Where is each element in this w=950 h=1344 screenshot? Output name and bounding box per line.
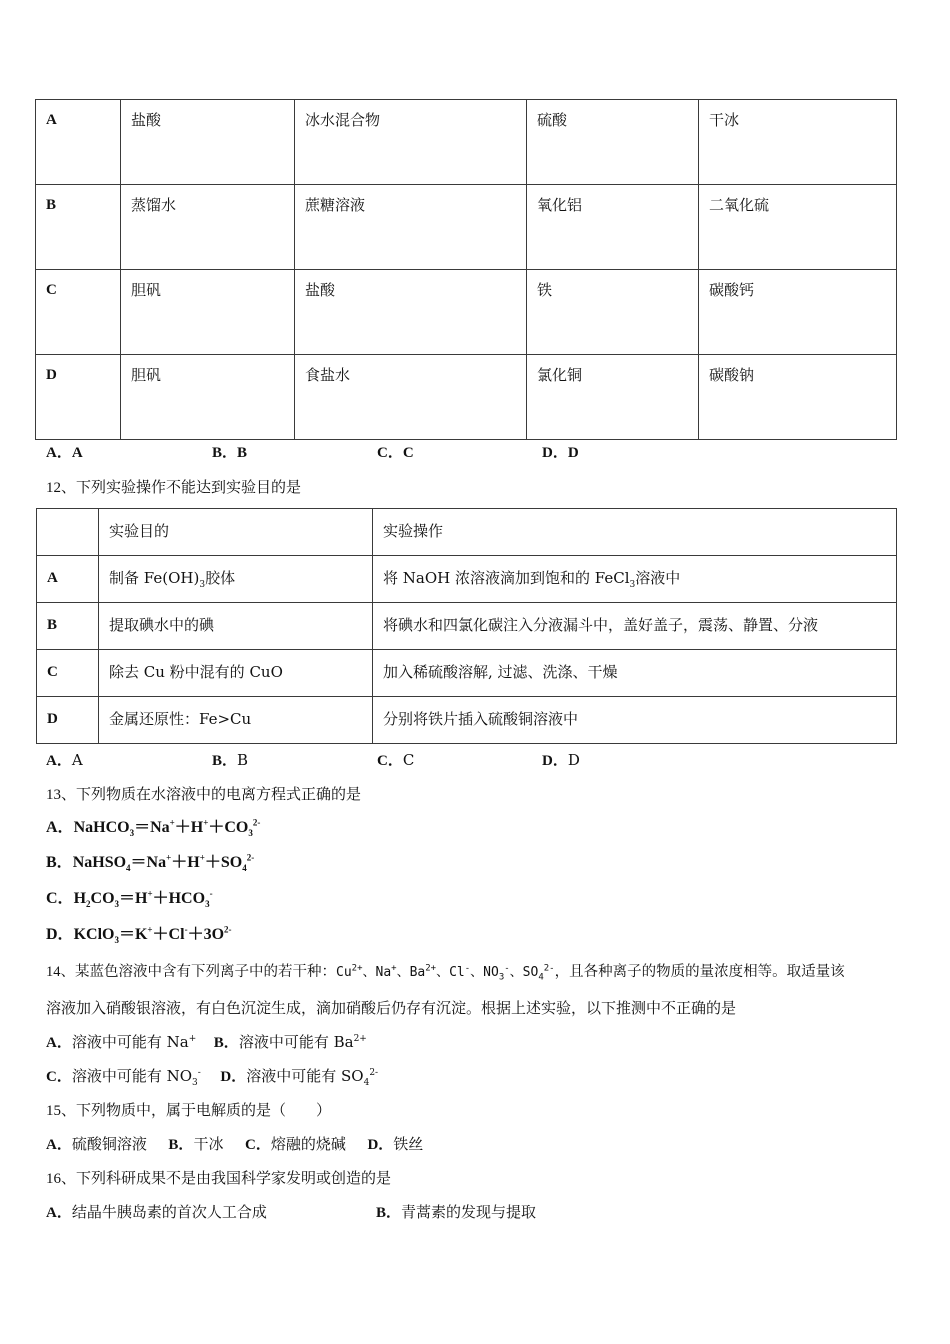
q11-table bbox=[35, 99, 897, 440]
question-number: 12 bbox=[46, 480, 61, 496]
table-cell: 盐酸 bbox=[305, 281, 336, 299]
q12-stem: 12、下列实验操作不能达到实验目的是 bbox=[46, 478, 302, 496]
table-header-row bbox=[37, 509, 897, 556]
question-number: 13 bbox=[46, 787, 61, 803]
q13-option-a[interactable]: A．$NaHCO_3=Na^++H^++CO_3^{2-}$ bbox=[46, 817, 261, 839]
table-cell: 干冰 bbox=[709, 111, 740, 129]
q13-option-d[interactable]: D．$KClO_3=K^++Cl^-+3O^{2-}$ bbox=[46, 924, 232, 946]
q14-options-row1 bbox=[46, 1032, 367, 1053]
table-cell: 碳酸钠 bbox=[709, 366, 755, 384]
purpose-cell: 提取碘水中的碘 bbox=[109, 616, 215, 634]
table-cell: 硫酸 bbox=[537, 111, 568, 129]
q12-option-c[interactable]: C．C bbox=[377, 751, 415, 769]
q12-option-b[interactable]: B．B bbox=[212, 751, 249, 769]
purpose-cell: 金属还原性：Fe>Cu bbox=[109, 710, 252, 728]
row-label: B bbox=[47, 617, 58, 633]
q15-stem: 15、下列物质中，属于电解质的是（ ） bbox=[46, 1101, 332, 1119]
table-cell: 蒸馏水 bbox=[131, 196, 177, 214]
ion-list: $Cu^{2+}$、Na+、$Ba^{2+}$、Cl-、$NO_3^-$、$SO_4^{2-}$ bbox=[336, 963, 555, 983]
q15-option-c[interactable]: C．熔融的烧碱 bbox=[245, 1135, 346, 1153]
question-number: 14 bbox=[46, 964, 61, 980]
row-label: B bbox=[46, 197, 57, 213]
table-cell: 氧化铝 bbox=[537, 196, 583, 214]
q13-stem: 13、下列物质在水溶液中的电离方程式正确的是 bbox=[46, 785, 362, 803]
q12-option-d[interactable]: D．D bbox=[542, 751, 580, 769]
q12-options bbox=[46, 750, 646, 770]
q12-table bbox=[36, 508, 897, 744]
q13-option-c[interactable]: C．$H_2CO_3=H^++HCO_3^-$ bbox=[46, 888, 213, 910]
table-cell: 盐酸 bbox=[131, 111, 162, 129]
table-cell: 二氧化硫 bbox=[709, 196, 770, 214]
table-cell: 铁 bbox=[537, 281, 553, 299]
row-label: C bbox=[46, 282, 57, 298]
q14-option-a[interactable]: A．溶液中可能有 Na+ bbox=[46, 1033, 197, 1051]
q11-option-c[interactable]: C．C bbox=[377, 445, 414, 461]
table-row bbox=[36, 355, 897, 440]
q11-options bbox=[46, 443, 646, 463]
table-row bbox=[36, 100, 897, 185]
question-number: 15 bbox=[46, 1103, 61, 1119]
operation-cell: 分别将铁片插入硫酸铜溶液中 bbox=[383, 710, 579, 728]
q15-option-d[interactable]: D．铁丝 bbox=[367, 1135, 424, 1153]
row-label: D bbox=[47, 711, 58, 727]
q15-option-a[interactable]: A．硫酸铜溶液 bbox=[46, 1135, 147, 1153]
q11-option-d[interactable]: D．D bbox=[542, 445, 579, 461]
q14-option-b[interactable]: B．溶液中可能有 $Ba^{2+}$ bbox=[213, 1033, 367, 1051]
q14-stem-line1: 14、某蓝色溶液中含有下列离子中的若干种：$Cu^{2+}$、Na+、$Ba^{2+}$、Cl-、$NO_3^-$、$SO_4^{2-}$，且各种离子的物质的量浓度相等。取适量该 bbox=[46, 963, 845, 983]
purpose-cell: 制备 $Fe(OH)_3$胶体 bbox=[109, 569, 236, 590]
operation-cell: 将 NaOH 浓溶液滴加到饱和的 FeCl$_3$溶液中 bbox=[383, 569, 681, 590]
q14-stem-line2: 溶液加入硝酸银溶液，有白色沉淀生成，滴加硝酸后仍存有沉淀。根据上述实验，以下推测中不正确的是 bbox=[46, 999, 737, 1017]
q14-option-d[interactable]: D．溶液中可能有 $SO_4^{2-}$ bbox=[220, 1067, 379, 1088]
row-label: A bbox=[46, 112, 57, 128]
table-cell: 碳酸钙 bbox=[709, 281, 755, 299]
question-number: 16 bbox=[46, 1171, 61, 1187]
row-label: D bbox=[46, 367, 57, 383]
row-label: A bbox=[47, 570, 58, 586]
q12-option-a[interactable]: A．A bbox=[46, 751, 83, 769]
header-purpose: 实验目的 bbox=[109, 522, 170, 540]
operation-cell: 加入稀硫酸溶解, 过滤、洗涤、干燥 bbox=[383, 663, 618, 681]
q15-options bbox=[46, 1134, 423, 1155]
q16-option-a[interactable]: A．结晶牛胰岛素的首次人工合成 bbox=[46, 1203, 267, 1221]
q11-option-a[interactable]: A．A bbox=[46, 445, 83, 461]
operation-cell: 将碘水和四氯化碳注入分液漏斗中，盖好盖子，震荡、静置、分液 bbox=[383, 616, 819, 634]
q14-option-c[interactable]: C．溶液中可能有 $NO_3^-$ bbox=[46, 1067, 201, 1088]
table-row bbox=[37, 650, 897, 697]
q16-stem: 16、下列科研成果不是由我国科学家发明或创造的是 bbox=[46, 1169, 392, 1187]
table-cell: 食盐水 bbox=[305, 366, 351, 384]
table-row bbox=[37, 556, 897, 603]
table-cell: 胆矾 bbox=[131, 281, 162, 299]
table-cell: 蔗糖溶液 bbox=[305, 196, 366, 214]
row-label: C bbox=[47, 664, 58, 680]
table-row bbox=[36, 270, 897, 355]
q14-options-row2 bbox=[46, 1066, 378, 1087]
q11-option-b[interactable]: B．B bbox=[212, 445, 248, 461]
header-operation: 实验操作 bbox=[383, 522, 444, 540]
table-cell: 冰水混合物 bbox=[305, 111, 381, 129]
table-cell: 氯化铜 bbox=[537, 366, 583, 384]
table-row bbox=[37, 697, 897, 744]
q15-option-b[interactable]: B．干冰 bbox=[168, 1135, 224, 1153]
q13-option-b[interactable]: B．$NaHSO_4=Na^++H^++SO_4^{2-}$ bbox=[46, 852, 255, 874]
table-cell: 胆矾 bbox=[131, 366, 162, 384]
q16-option-b[interactable]: B．青蒿素的发现与提取 bbox=[376, 1203, 537, 1221]
table-row bbox=[36, 185, 897, 270]
purpose-cell: 除去 Cu 粉中混有的 CuO bbox=[109, 663, 283, 681]
table-row bbox=[37, 603, 897, 650]
